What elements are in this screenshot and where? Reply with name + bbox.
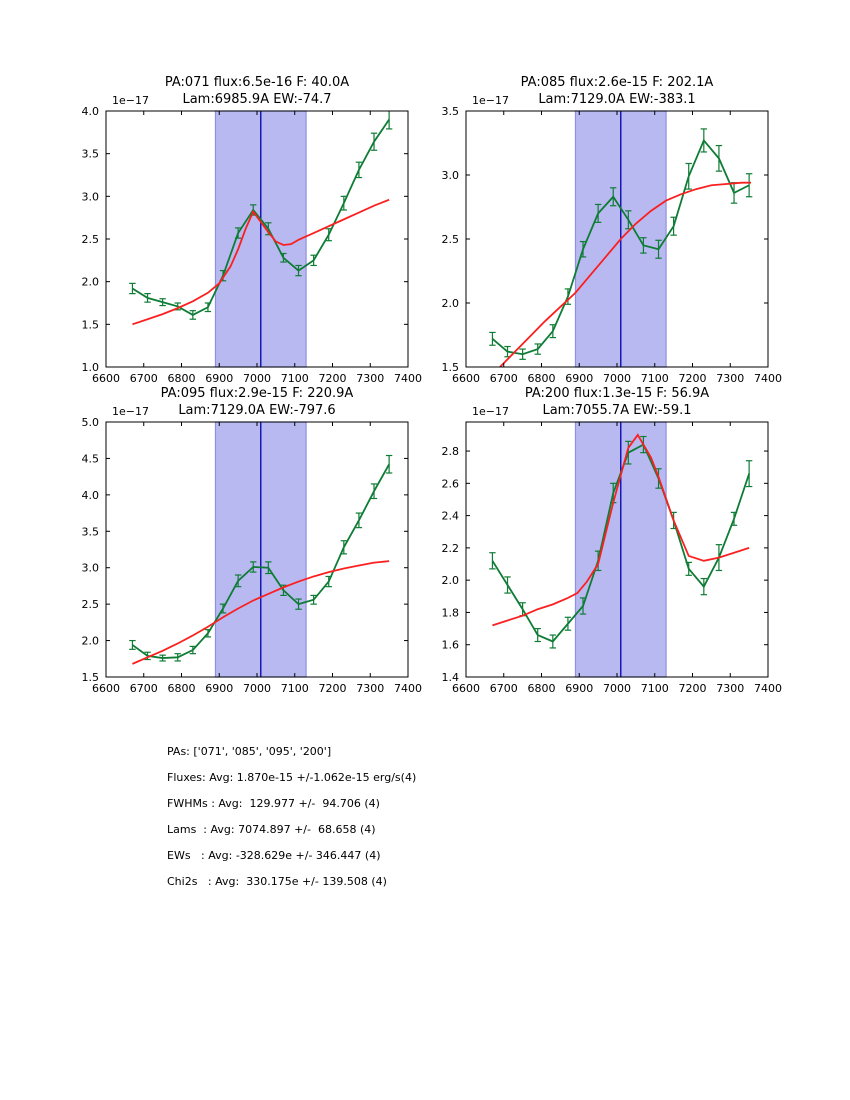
y-axis-offset-label: 1e−17 [112,94,149,107]
tick-label: 2.5 [441,233,459,246]
tick-label: 3.5 [81,147,99,161]
tick-label: 6900 [565,372,594,385]
tick-label: 2.8 [441,445,459,459]
subplot-pa085-title-line1: PA:085 flux:2.6e-15 F: 202.1A [520,75,714,90]
tick-label: 2.0 [81,634,99,648]
tick-label: 2.6 [441,477,459,491]
tick-label: 7100 [640,682,669,695]
tick-label: 6800 [527,372,556,385]
y-axis-offset-label: 1e−17 [472,405,509,418]
tick-label: 7000 [243,682,271,695]
tick-label: 4.0 [81,488,99,502]
tick-label: 2.2 [441,541,459,555]
subplot-pa071 [82,94,423,385]
tick-label: 6700 [489,682,518,695]
y-axis-offset-label: 1e−17 [472,94,509,107]
tick-label: 7400 [394,682,422,695]
tick-label: 6600 [92,682,120,695]
tick-label: 2.5 [81,233,99,246]
tick-label: 1.5 [81,671,99,684]
tick-label: 6800 [527,682,556,695]
tick-label: 6600 [92,372,120,385]
subplot-pa071-title-line2: Lam:6985.9A EW:-74.7 [182,92,332,107]
tick-label: 6900 [205,372,234,385]
tick-label: 6800 [167,372,196,385]
tick-label: 1.4 [441,671,459,684]
tick-label: 3.0 [81,190,99,204]
tick-label: 1.5 [441,361,459,374]
tick-label: 3.5 [81,525,99,539]
tick-label: 4.0 [81,105,99,118]
tick-label: 7300 [356,682,385,695]
tick-label: 7300 [716,682,745,695]
tick-label: 5.0 [81,416,99,429]
tick-label: 3.0 [81,561,99,575]
subplot-pa085 [442,94,783,385]
summary-pas: PAs: ['071', '085', '095', '200'] [167,745,332,758]
y-axis-offset-label: 1e−17 [112,405,149,418]
tick-label: 7200 [678,372,707,385]
tick-label: 7200 [678,682,707,695]
tick-label: 6600 [452,682,480,695]
subplot-pa095-title-line2: Lam:7129.0A EW:-797.6 [178,403,336,418]
subplot-pa200-title-line2: Lam:7055.7A EW:-59.1 [542,403,692,418]
tick-label: 7400 [754,372,782,385]
summary-fluxes: Fluxes: Avg: 1.870e-15 +/-1.062e-15 erg/s(4) [167,771,417,784]
subplot-pa095 [82,405,423,695]
tick-label: 7400 [394,372,422,385]
tick-label: 6900 [565,682,594,695]
subplot-pa071-title-line1: PA:071 flux:6.5e-16 F: 40.0A [164,75,350,90]
tick-label: 7000 [603,682,631,695]
subplot-pa095-title-line1: PA:095 flux:2.9e-15 F: 220.9A [160,386,354,401]
summary-chi2s: Chi2s : Avg: 330.175e +/- 139.508 (4) [167,875,387,888]
tick-label: 2.0 [81,275,99,289]
tick-label: 1.6 [441,638,459,652]
tick-label: 6800 [167,682,196,695]
tick-label: 7200 [318,682,347,695]
tick-label: 7300 [356,372,385,385]
tick-label: 1.5 [81,318,99,332]
summary-fwhms: FWHMs : Avg: 129.977 +/- 94.706 (4) [167,797,380,810]
tick-label: 2.0 [441,297,459,310]
subplot-pa200 [442,405,783,695]
subplot-pa200-title-line1: PA:200 flux:1.3e-15 F: 56.9A [524,386,710,401]
tick-label: 1.0 [81,361,99,374]
tick-label: 7200 [318,372,347,385]
tick-label: 3.0 [441,169,459,182]
summary-ews: EWs : Avg: -328.629e +/- 346.447 (4) [167,849,381,862]
tick-label: 6700 [129,682,158,695]
tick-label: 2.0 [441,574,459,588]
tick-label: 4.5 [81,452,99,466]
tick-label: 6700 [489,372,518,385]
tick-label: 3.5 [441,105,459,118]
summary-lams: Lams : Avg: 7074.897 +/- 68.658 (4) [167,823,376,836]
tick-label: 7100 [280,372,309,385]
tick-label: 6700 [129,372,158,385]
tick-label: 7400 [754,682,782,695]
tick-label: 7000 [243,372,271,385]
tick-label: 1.8 [441,606,459,620]
tick-label: 7100 [640,372,669,385]
tick-label: 7100 [280,682,309,695]
tick-label: 7300 [716,372,745,385]
tick-label: 2.4 [441,509,459,523]
tick-label: 6900 [205,682,234,695]
tick-label: 6600 [452,372,480,385]
subplot-pa085-title-line2: Lam:7129.0A EW:-383.1 [538,92,696,107]
tick-label: 2.5 [81,598,99,612]
tick-label: 7000 [603,372,631,385]
